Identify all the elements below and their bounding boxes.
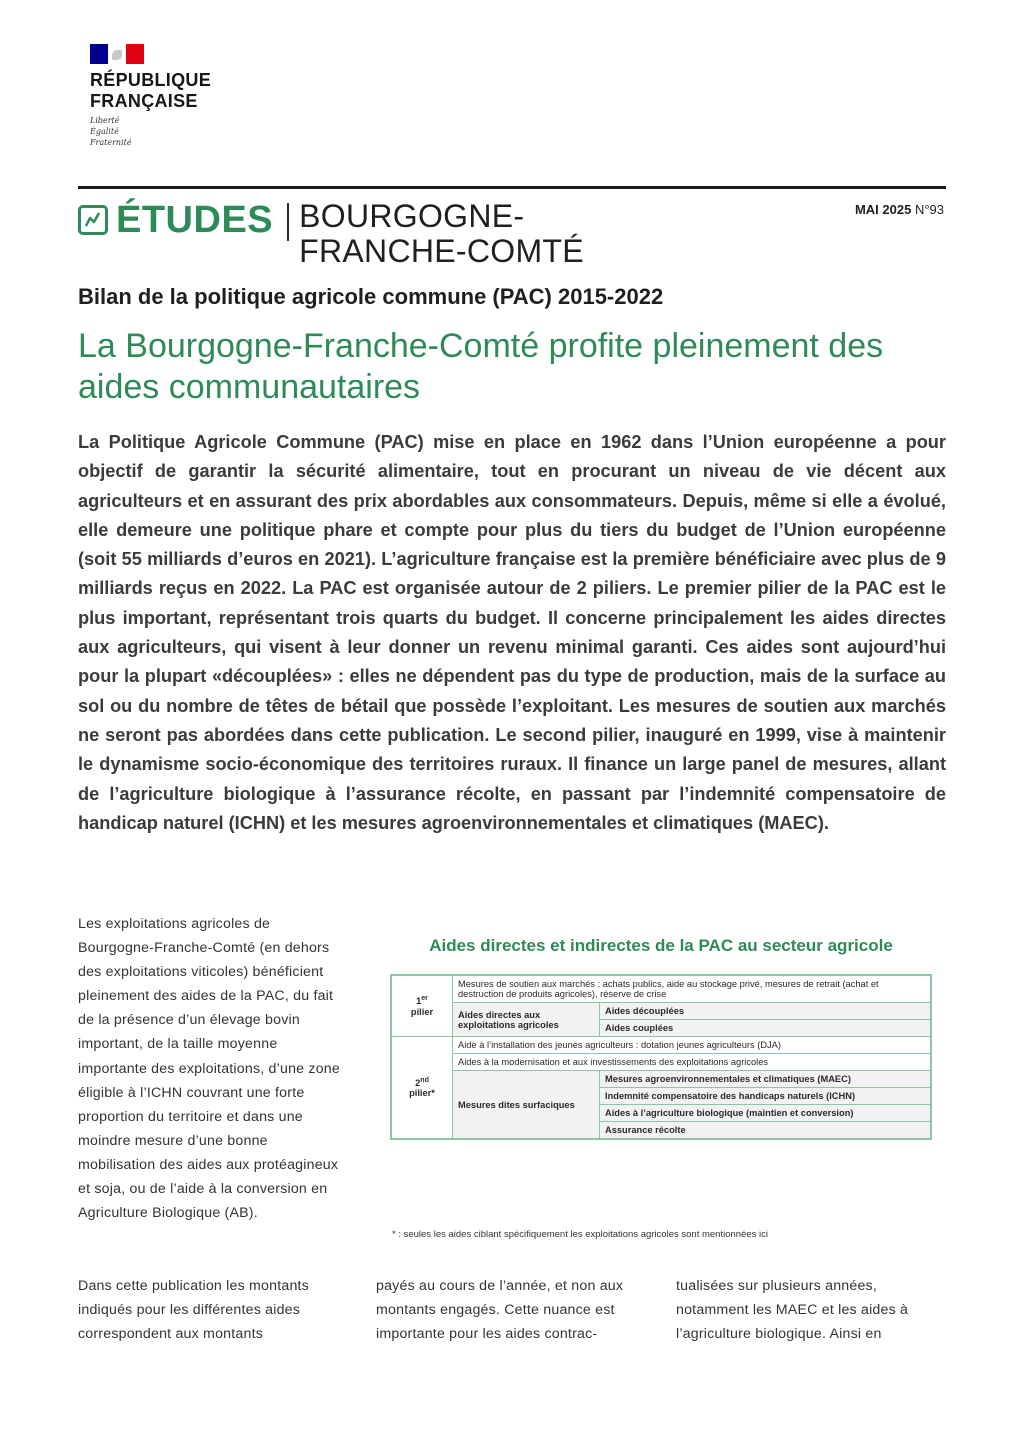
market-measures-cell: Mesures de soutien aux marchés : achats publics, aide au stockage privé, mesures de retrait (achat et destruction de produits agricoles), réserve de crise — [453, 975, 932, 1003]
series-header — [78, 198, 584, 269]
header-rule — [78, 186, 946, 189]
issue-info — [855, 202, 944, 217]
motto-fraternite: Fraternité — [90, 138, 132, 147]
document-subtitle: Bilan de la politique agricole commune (PAC) 2015-2022 — [78, 284, 664, 309]
republique-francaise-logo — [90, 44, 211, 148]
chart-line-icon — [78, 205, 108, 235]
issue-number: N°93 — [914, 202, 944, 217]
region-line-1: BOURGOGNE- — [299, 198, 525, 234]
coupled-aid-cell: Aides couplées — [600, 1020, 932, 1037]
motto-egalite: Égalité — [90, 127, 119, 136]
organic-aid-cell: Aides à l’agriculture biologique (maintien et conversion) — [600, 1105, 932, 1122]
document-headline: La Bourgogne-Franche-Comté profite pleinement des aides communautaires — [78, 327, 884, 406]
bottom-column-3: tualisées sur plusieurs années, notamment les MAEC et les aides à l’agriculture biologique. Ainsi en — [676, 1278, 909, 1343]
marianne-flag-icon — [90, 44, 144, 64]
bottom-column-2: payés au cours de l’année, et non aux montants engagés. Cette nuance est importante pour les aides contrac- — [376, 1278, 624, 1343]
header-separator — [287, 203, 289, 241]
ichn-cell: Indemnité compensatoire des handicaps naturels (ICHN) — [600, 1088, 932, 1105]
pillar-1-label: 1er pilier — [391, 975, 453, 1037]
decoupled-aid-cell: Aides découplées — [600, 1003, 932, 1020]
motto-liberte: Liberté — [90, 116, 120, 125]
region-line-2: FRANCHE-COMTÉ — [299, 233, 584, 269]
bottom-column-1: Dans cette publication les montants indiqués pour les différentes aides correspondent aux montants — [78, 1278, 309, 1343]
direct-aid-label: Aides directes aux exploitations agricoles — [453, 1003, 600, 1037]
region-name — [299, 199, 584, 269]
figure-footnote: * : seules les aides ciblant spécifiquement les exploitations agricoles sont mentionnées ici — [392, 1229, 768, 1240]
installation-aid-cell: Aide à l’installation des jeunes agriculteurs : dotation jeunes agriculteurs (DJA) — [453, 1037, 932, 1054]
logo-line-2: FRANÇAISE — [90, 91, 198, 111]
logo-motto — [90, 115, 211, 148]
issue-date: MAI 2025 — [854, 202, 912, 217]
pillar-2-label: 2nd pilier* — [391, 1037, 453, 1140]
figure-title: Aides directes et indirectes de la PAC au secteur agricole — [429, 936, 893, 955]
logo-line-1: RÉPUBLIQUE — [90, 70, 212, 90]
left-column-text: Les exploitations agricoles de Bourgogne-Franche-Comté (en dehors des exploitations viticoles) bénéficient pleinement des aides de la PAC, du fait de la présence d’un élevage bovin important, de la taille moyenne importante des exploitations, d’une zone éligible à l’ICHN couvrant une forte proportion du territoire et dans une moindre mesure d’une bonne mobilisation des aides aux protéagineux et soja, ou de l’aide à la conversion en Agriculture Biologique (AB). — [78, 916, 340, 1222]
pac-aid-table — [390, 974, 932, 1140]
series-name: ÉTUDES — [116, 199, 274, 241]
modernisation-aid-cell: Aides à la modernisation et aux investissements des exploitations agricoles — [453, 1054, 932, 1071]
crop-insurance-cell: Assurance récolte — [600, 1122, 932, 1140]
intro-paragraph: La Politique Agricole Commune (PAC) mise en place en 1962 dans l’Union européenne a pour objectif de garantir la sécurité alimentaire, tout en procurant un niveau de vie décent aux agriculteurs et en assurant des prix abordables aux consommateurs. Depuis, même si elle a évolué, elle demeure une politique phare et compte pour plus du tiers du budget de l’Union européenne (soit 55 milliards d’euros en 2021). L’agriculture française est la première bénéficiaire avec plus de 9 milliards reçus en 2022. La PAC est organisée autour de 2 piliers. Le premier pilier de la PAC est le plus important, représentant trois quarts du budget. Il concerne principalement les aides directes aux agriculteurs, qui visent à leur donner un revenu minimal garanti. Ces aides sont aujourd’hui pour la plupart «découplées» : elles ne dépendent pas du type de production, mais de la surface au sol ou du nombre de têtes de bétail que possède l’exploitant. Les mesures de soutien aux marchés ne seront pas abordées dans cette publication. Le second pilier, inauguré en 1999, vise à maintenir le dynamisme socio-économique des territoires ruraux. Il finance un large panel de mesures, allant de l’agriculture biologique à l’assurance récolte, en passant par l’indemnité compensatoire de handicap naturel (ICHN) et les mesures agroenvironnementales et climatiques (MAEC). — [78, 432, 946, 833]
maec-cell: Mesures agroenvironnementales et climatiques (MAEC) — [600, 1071, 932, 1088]
surface-measures-label: Mesures dites surfaciques — [453, 1071, 600, 1140]
